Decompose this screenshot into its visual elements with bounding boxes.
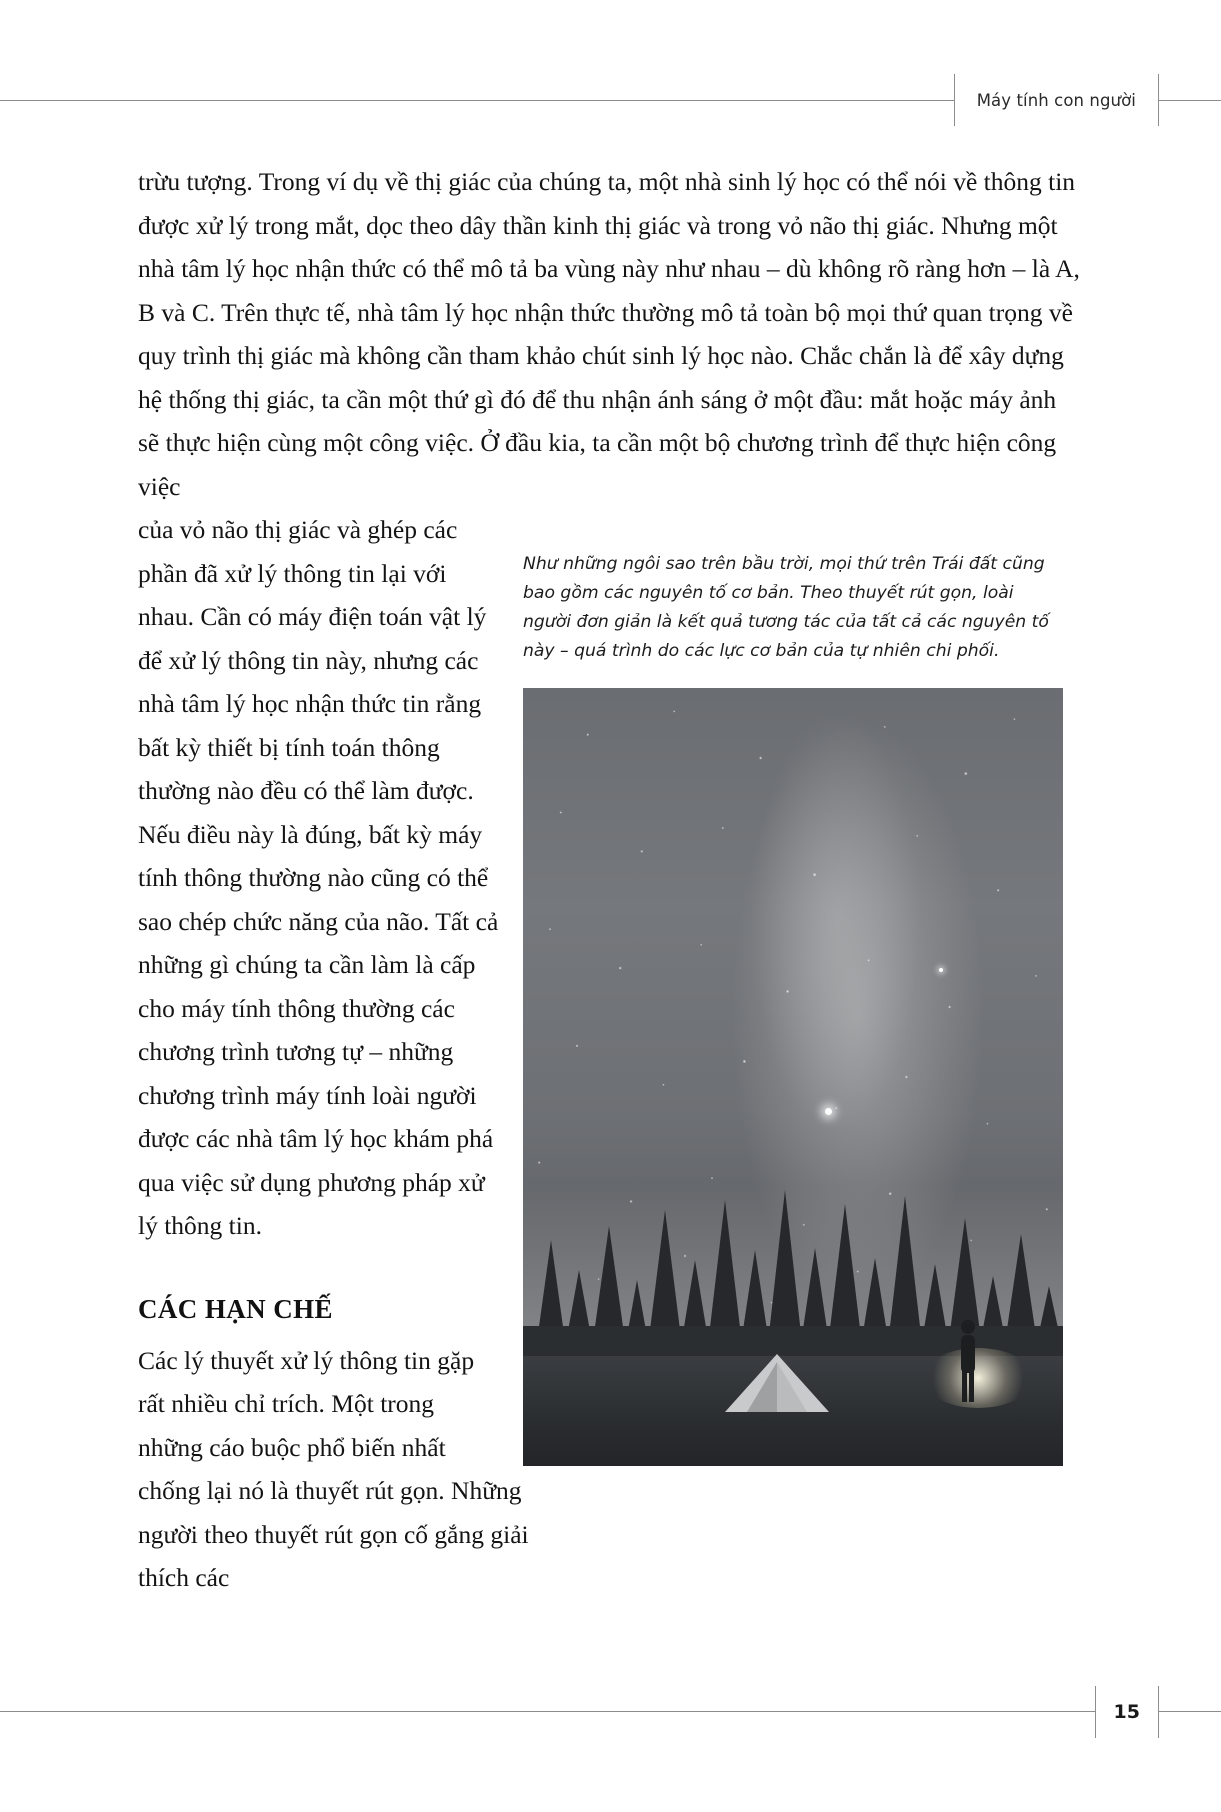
section-heading-limitations: CÁC HẠN CHẾ <box>138 1293 333 1324</box>
tent-icon <box>717 1352 837 1414</box>
paragraph-3: Các lý thuyết xử lý thông tin gặp rất nhiều chỉ trích. Một trong những cáo buộc phổ biến nhất chống lại nó là thuyết rút gọn. Những người theo thuyết rút gọn cố gắng giải thích các <box>138 1345 529 1592</box>
running-head-text: Máy tính con người <box>976 90 1136 110</box>
footer-divider <box>0 1711 1221 1712</box>
page-content <box>138 160 1083 1600</box>
night-sky-campsite-photo <box>523 688 1063 1466</box>
narrow-column <box>138 508 538 1600</box>
figure-block <box>523 508 1083 1466</box>
page-number <box>1095 1686 1159 1738</box>
treeline-silhouette <box>523 1130 1063 1370</box>
paragraph-1: trừu tượng. Trong ví dụ về thị giác của chúng ta, một nhà sinh lý học có thể nói về thông tin được xử lý trong mắt, dọc theo dây thần kinh thị giác và trong vỏ não thị giác. Nhưng một nhà tâm lý học nhận thức có thể mô tả ba vùng này như nhau – dù không rõ ràng hơn – là A, B và C. Trên thực tế, nhà tâm lý học nhận thức thường mô tả toàn bộ mọi thứ quan trọng về quy trình thị giác mà không cần tham khảo chút sinh lý học nào. Chắc chắn là để xây dựng hệ thống thị giác, ta cần một thứ gì đó để thu nhận ánh sáng ở một đầu: mắt hoặc máy ảnh sẽ thực hiện cùng một công việc. Ở đầu kia, ta cần một bộ chương trình để thực hiện công việc <box>138 167 1080 501</box>
figure-caption: Như những ngôi sao trên bầu trời, mọi thứ trên Trái đất cũng bao gồm các nguyên tố cơ bản. Theo thuyết rút gọn, loài người đơn giản là kết quả tương tác của tất cả các nguyên tố này – quá trình do các lực cơ bản của tự nhiên chi phối. <box>523 554 1049 661</box>
running-head <box>954 74 1159 126</box>
person-silhouette-icon <box>955 1318 981 1404</box>
text-figure-wrap <box>138 508 1083 1600</box>
page-number-text: 15 <box>1113 1701 1140 1723</box>
paragraph-2: của vỏ não thị giác và ghép các phần đã xử lý thông tin lại với nhau. Cần có máy điện toán vật lý để xử lý thông tin này, nhưng các nhà tâm lý học nhận thức tin rằng bất kỳ thiết bị tính toán thông thường nào đều có thể làm được. Nếu điều này là đúng, bất kỳ máy tính thông thường nào cũng có thể sao chép chức năng của não. Tất cả những gì chúng ta cần làm là cấp cho máy tính thông thường các chương trình tương tự – những chương trình máy tính loài người được các nhà tâm lý học khám phá qua việc sử dụng phương pháp xử lý thông tin. <box>138 515 499 1240</box>
bright-star-secondary-icon <box>939 968 943 972</box>
